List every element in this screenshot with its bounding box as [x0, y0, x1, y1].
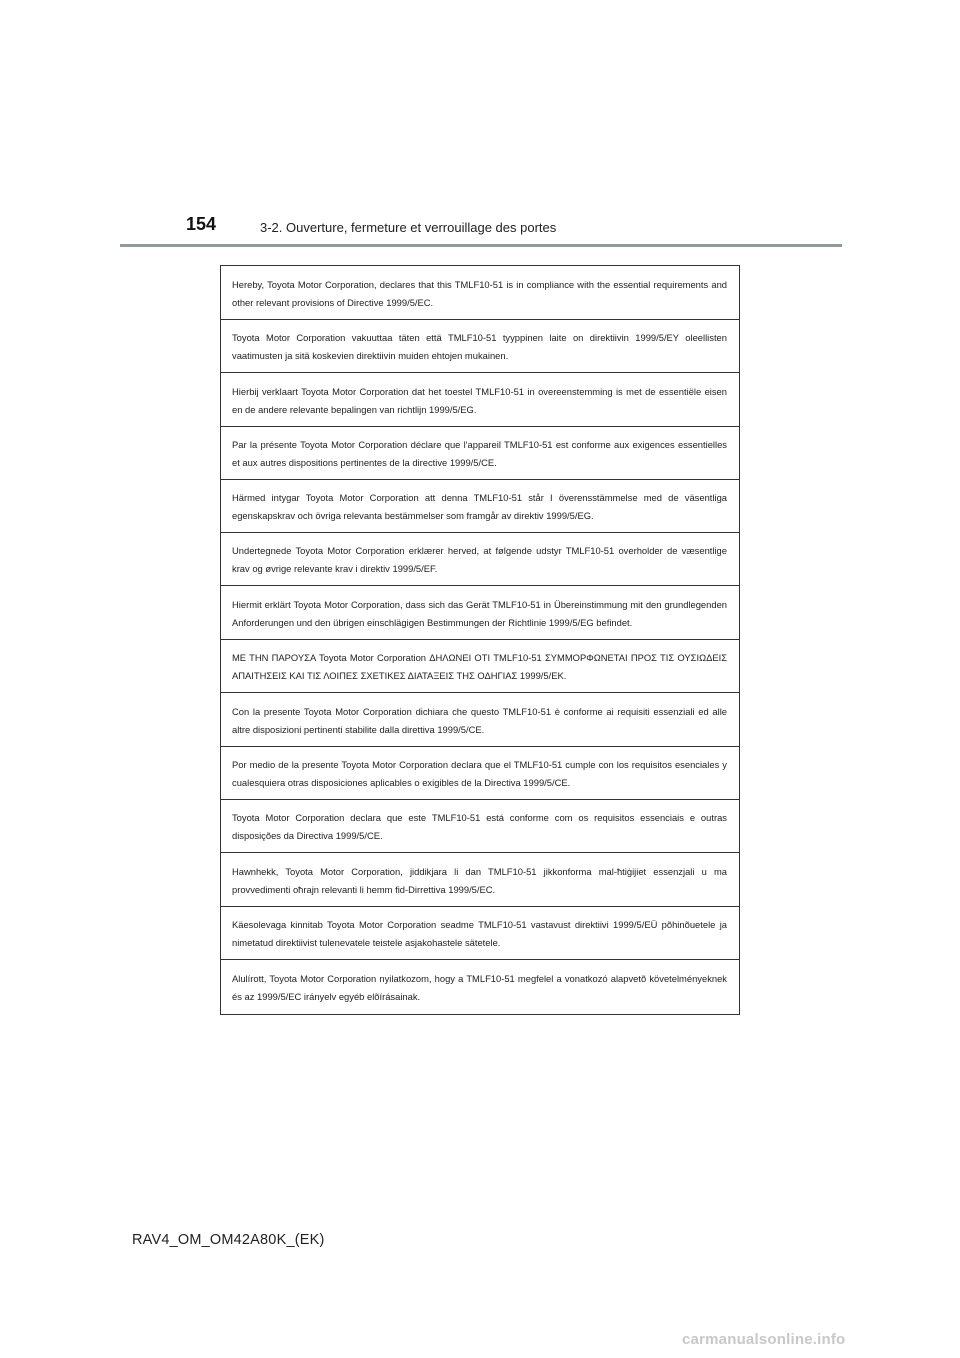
declaration-row-spanish	[221, 747, 739, 800]
watermark: carmanualsonline.info	[682, 1331, 846, 1348]
declaration-text: Undertegnede Toyota Motor Corporation erklærer herved, at følgende udstyr TMLF10-51 overholder de væsentlige krav og øvrige relevante krav i direktiv 1999/5/EF.	[232, 545, 727, 574]
declaration-text: Härmed intygar Toyota Motor Corporation att denna TMLF10-51 står I överensstämmelse med de väsentliga egenskapskrav och övriga relevanta bestämmelser som framgår av direktiv 1999/5/EG.	[232, 492, 727, 521]
declaration-row-danish	[221, 533, 739, 586]
declaration-text: Hawnhekk, Toyota Motor Corporation, jiddikjara li dan TMLF10-51 jikkonforma mal-ħtiġijiet essenzjali u ma provvedimenti oħrajn relevanti li hemm fid-Dirrettiva 1999/5/EC.	[232, 865, 727, 895]
declaration-row-french	[221, 427, 739, 480]
declaration-row-greek	[221, 640, 739, 693]
section-title: 3-2. Ouverture, fermeture et verrouillage des portes	[260, 220, 557, 235]
declaration-row-german	[221, 586, 739, 640]
declaration-text: Käesolevaga kinnitab Toyota Motor Corporation seadme TMLF10-51 vastavust direktiivi 1999/5/EÜ põhinõuetele ja nimetatud direktiivist tulenevatele teistele asjakohastele sätetele.	[232, 919, 727, 948]
declaration-row-maltese	[221, 853, 739, 907]
declaration-row-dutch	[221, 373, 739, 427]
declaration-row-italian	[221, 693, 739, 747]
declaration-row-swedish	[221, 480, 739, 533]
document-code: RAV4_OM_OM42A80K_(EK)	[132, 1232, 325, 1248]
page-number: 154	[186, 214, 217, 234]
declaration-row-english	[221, 266, 739, 320]
declaration-row-estonian	[221, 907, 739, 960]
declaration-text: Hierbij verklaart Toyota Motor Corporation dat het toestel TMLF10-51 in overeenstemming is met de essentiële eisen en de andere relevante bepalingen van richtlijn 1999/5/EG.	[232, 385, 727, 415]
declaration-text: Hereby, Toyota Motor Corporation, declares that this TMLF10-51 is in compliance with the essential requirements and other relevant provisions of Directive 1999/5/EC.	[232, 278, 727, 308]
declaration-row-portuguese	[221, 800, 739, 853]
declaration-text: Par la présente Toyota Motor Corporation déclare que l'appareil TMLF10-51 est conforme aux exigences essentielles et aux autres dispositions pertinentes de la directive 1999/5/CE.	[232, 439, 727, 468]
declaration-text: Toyota Motor Corporation declara que este TMLF10-51 está conforme com os requisitos essenciais e outras disposições da Directiva 1999/5/CE.	[232, 812, 727, 841]
declaration-text: Por medio de la presente Toyota Motor Corporation declara que el TMLF10-51 cumple con los requisitos esenciales y cualesquiera otras disposiciones aplicables o exigibles de la Directiva 1999/5/CE.	[232, 759, 727, 788]
declaration-text: ΜΕ ΤΗΝ ΠΑΡΟΥΣΑ Toyota Motor Corporation ΔΗΛΩΝΕΙ ΟΤΙ TMLF10-51 ΣΥΜΜΟΡΦΩΝΕΤΑΙ ΠΡΟΣ ΤΙΣ ΟΥΣΙΩΔΕΙΣ ΑΠΑΙΤΗΣΕΙΣ ΚΑΙ ΤΙΣ ΛΟΙΠΕΣ ΣΧΕΤΙΚΕΣ ΔΙΑΤΑΞΕΙΣ ΤΗΣ ΟΔΗΓΙΑΣ 1999/5/ΕΚ.	[232, 652, 727, 681]
declaration-text: Hiermit erklärt Toyota Motor Corporation, dass sich das Gerät TMLF10-51 in Übereinstimmung mit den grundlegenden Anforderungen und den übrigen einschlägigen Bestimmungen der Richtlinie 1999/5/EG befindet.	[232, 598, 727, 628]
declaration-text: Con la presente Toyota Motor Corporation dichiara che questo TMLF10-51 è conforme ai requisiti essenziali ed alle altre disposizioni pertinenti stabilite dalla direttiva 1999/5/CE.	[232, 705, 727, 735]
declaration-row-hungarian	[221, 960, 739, 1014]
header-rule	[120, 244, 842, 247]
declaration-text: Alulírott, Toyota Motor Corporation nyilatkozom, hogy a TMLF10-51 megfelel a vonatkozó alapvetõ követelményeknek és az 1999/5/EC irányelv egyéb elõírásainak.	[232, 973, 727, 1002]
declaration-table	[220, 265, 740, 1015]
declaration-row-finnish	[221, 320, 739, 373]
declaration-text: Toyota Motor Corporation vakuuttaa täten että TMLF10-51 tyyppinen laite on direktiivin 1999/5/EY oleellisten vaatimusten ja sitä koskevien direktiivin muiden ehtojen mukainen.	[232, 332, 727, 361]
